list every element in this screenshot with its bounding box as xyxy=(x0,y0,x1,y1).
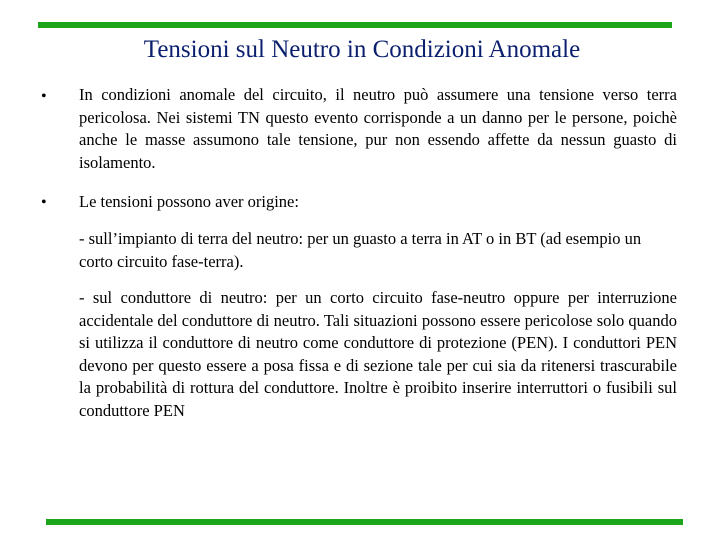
bullet-text-1: In condizioni anomale del circuito, il neutro può assumere una tensione verso terra pericolosa. Nei sistemi TN questo evento corrisponde a un danno per le persone, poichè anche le masse assumono tale tensione, pur non essendo affette da nessun guasto di isolamento. xyxy=(79,85,677,172)
sub-paragraph-2: - sul conduttore di neutro: per un corto circuito fase-neutro oppure per interruzione accidentale del conduttore di neutro. Tali situazioni possono essere pericolose solo quando si utilizza il conduttore di neutro come conduttore di protezione (PEN). I conduttori PEN devono per questo essere a posa fissa e di sezione tale per cui sia da ritenersi trascurabile la probabilità di rottura del conduttore. Inoltre è proibito inserire interruttori o fusibili sul conduttore PEN xyxy=(79,288,677,420)
slide-title: Tensioni sul Neutro in Condizioni Anomale xyxy=(143,36,581,63)
bullet-marker-2: • xyxy=(41,194,47,211)
bullet-marker-1: • xyxy=(41,88,47,105)
sub-paragraph-1: - sull’impianto di terra del neutro: per un guasto a terra in AT o in BT (ad esempio un corto circuito fase-terra). xyxy=(79,229,642,271)
bottom-divider xyxy=(46,519,683,525)
bullet-text-2: Le tensioni possono aver origine: xyxy=(79,192,299,211)
top-divider xyxy=(38,22,672,28)
